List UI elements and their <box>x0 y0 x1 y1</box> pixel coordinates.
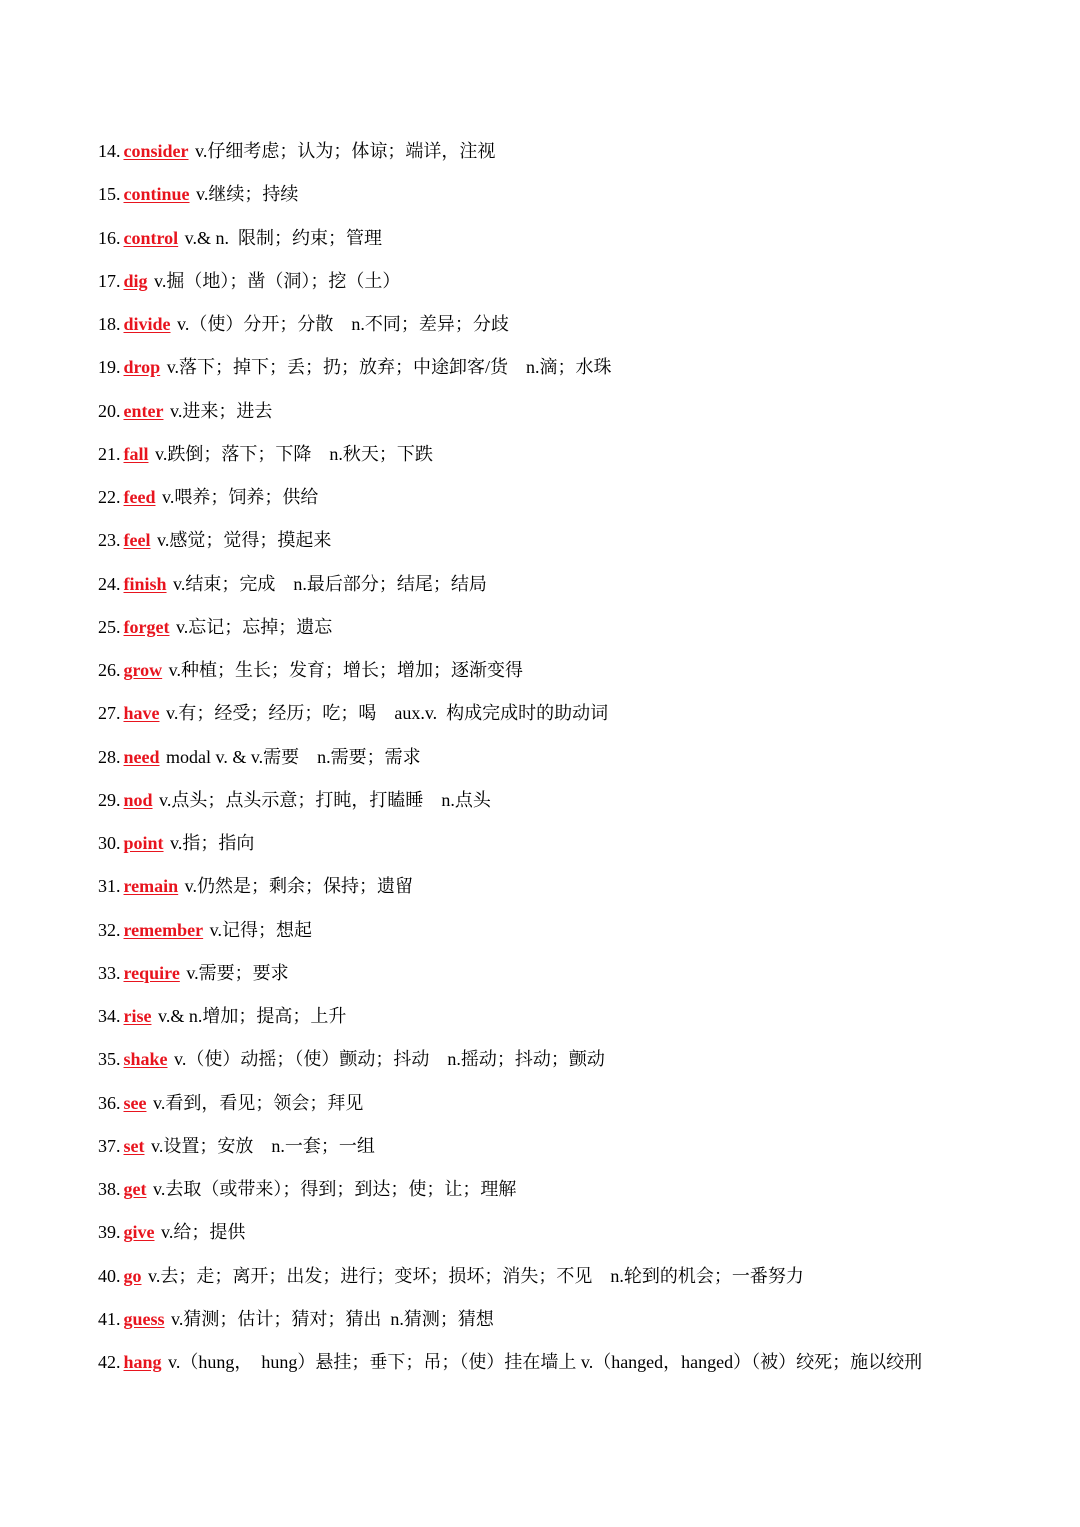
vocab-entry <box>98 829 1058 872</box>
vocab-word: drop <box>123 357 161 378</box>
entry-number: 35. <box>98 1049 121 1070</box>
vocab-word: get <box>123 1179 147 1199</box>
vocab-word: need <box>123 746 160 767</box>
vocab-word: finish <box>123 573 167 594</box>
entry-number: 16. <box>98 227 121 248</box>
vocabulary-list <box>98 137 1058 1391</box>
vocab-entry <box>98 1002 1058 1045</box>
entry-number: 14. <box>98 141 121 161</box>
entry-number: 26. <box>98 660 121 680</box>
vocab-word: remain <box>123 876 179 897</box>
vocab-entry <box>98 1262 1058 1305</box>
vocab-word: nod <box>123 789 153 810</box>
entry-number: 31. <box>98 876 121 897</box>
vocab-entry <box>98 1305 1058 1348</box>
entry-number: 18. <box>98 314 121 334</box>
vocab-entry <box>98 786 1058 829</box>
entry-number: 27. <box>98 703 121 724</box>
vocab-entry <box>98 1175 1058 1218</box>
vocab-entry <box>98 699 1058 742</box>
definition: v.看到，看见；领会；拜见 <box>152 1092 364 1113</box>
vocab-entry <box>98 1045 1058 1088</box>
vocab-word: set <box>123 1135 145 1156</box>
vocab-word: fall <box>123 443 149 464</box>
vocab-entry <box>98 570 1058 613</box>
definition: v.（hung， hung）悬挂；垂下；吊；（使）挂在墙上 v.（hanged，hanged）（被）绞死；施以绞刑 <box>168 1352 923 1372</box>
definition: v.给；提供 <box>161 1222 246 1243</box>
vocab-entry <box>98 267 1058 310</box>
vocab-word: control <box>123 227 179 248</box>
definition: v.猜测；估计；猜对；猜出 n.猜测；猜想 <box>171 1308 494 1329</box>
definition: v.进来；进去 <box>169 400 273 421</box>
vocab-word: give <box>123 1222 155 1243</box>
definition: v.掘（地）；凿（洞）；挖（土） <box>154 270 401 291</box>
vocab-entry <box>98 959 1058 1002</box>
entry-number: 17. <box>98 270 121 291</box>
vocab-entry <box>98 224 1058 267</box>
vocab-word: guess <box>123 1308 165 1329</box>
vocab-word: rise <box>123 1006 152 1026</box>
entry-number: 38. <box>98 1179 121 1199</box>
vocab-word: enter <box>123 400 164 421</box>
vocab-entry <box>98 180 1058 223</box>
definition: v.& n.增加；提高；上升 <box>157 1006 347 1026</box>
definition: modal v. & v.需要 n.需要；需求 <box>166 746 421 767</box>
definition: v.感觉；觉得；摸起来 <box>156 530 332 551</box>
entry-number: 25. <box>98 616 121 637</box>
vocab-word: point <box>123 833 164 853</box>
vocab-word: divide <box>123 314 171 334</box>
vocab-word: remember <box>123 919 204 940</box>
vocab-entry <box>98 613 1058 656</box>
entry-number: 36. <box>98 1092 121 1113</box>
vocab-entry <box>98 353 1058 396</box>
definition: v.结束；完成 n.最后部分；结尾；结局 <box>173 573 487 594</box>
entry-number: 20. <box>98 400 121 421</box>
definition: v.设置；安放 n.一套；一组 <box>151 1135 375 1156</box>
vocab-entry <box>98 137 1058 180</box>
vocab-word: feed <box>123 487 156 507</box>
definition: v.有；经受；经历；吃；喝 aux.v. 构成完成时的助动词 <box>166 703 609 724</box>
entry-number: 24. <box>98 573 121 594</box>
definition: v.仔细考虑；认为；体谅；端详，注视 <box>195 141 496 161</box>
definition: v.& n. 限制；约束；管理 <box>184 227 383 248</box>
vocab-word: grow <box>123 660 163 680</box>
entry-number: 40. <box>98 1265 121 1286</box>
definition: v.去；走；离开；出发；进行；变坏；损坏；消失；不见 n.轮到的机会；一番努力 <box>148 1265 804 1286</box>
entry-number: 15. <box>98 184 121 205</box>
vocab-word: shake <box>123 1049 168 1070</box>
vocab-word: require <box>123 962 180 983</box>
entry-number: 28. <box>98 746 121 767</box>
vocab-entry <box>98 440 1058 483</box>
entry-number: 39. <box>98 1222 121 1243</box>
definition: v.仍然是；剩余；保持；遗留 <box>184 876 414 897</box>
definition: v.忘记；忘掉；遗忘 <box>175 616 333 637</box>
definition: v.需要；要求 <box>186 962 289 983</box>
definition: v.继续；持续 <box>196 184 299 205</box>
definition: v.种植；生长；发育；增长；增加；逐渐变得 <box>168 660 524 680</box>
entry-number: 19. <box>98 357 121 378</box>
entry-number: 33. <box>98 962 121 983</box>
vocab-entry <box>98 1218 1058 1261</box>
entry-number: 22. <box>98 487 121 507</box>
entry-number: 29. <box>98 789 121 810</box>
definition: v.记得；想起 <box>209 919 312 940</box>
vocab-word: consider <box>123 141 189 161</box>
vocab-entry <box>98 310 1058 353</box>
definition: v.指；指向 <box>170 833 255 853</box>
vocab-entry <box>98 483 1058 526</box>
vocab-word: feel <box>123 530 151 551</box>
entry-number: 23. <box>98 530 121 551</box>
vocab-entry <box>98 397 1058 440</box>
entry-number: 41. <box>98 1308 121 1329</box>
vocab-entry <box>98 1348 1058 1391</box>
definition: v.喂养；饲养；供给 <box>161 487 319 507</box>
definition: v.（使）动摇；（使）颤动；抖动 n.摇动；抖动；颤动 <box>174 1049 605 1070</box>
vocab-entry <box>98 1132 1058 1175</box>
vocab-entry <box>98 916 1058 959</box>
vocab-entry <box>98 1089 1058 1132</box>
entry-number: 42. <box>98 1352 121 1372</box>
entry-number: 37. <box>98 1135 121 1156</box>
entry-number: 32. <box>98 919 121 940</box>
entry-number: 21. <box>98 443 121 464</box>
vocab-word: go <box>123 1265 142 1286</box>
entry-number: 30. <box>98 833 121 853</box>
definition: v.点头；点头示意；打盹，打瞌睡 n.点头 <box>159 789 491 810</box>
vocab-word: continue <box>123 184 190 205</box>
vocab-word: dig <box>123 270 148 291</box>
vocab-entry <box>98 526 1058 569</box>
vocab-entry <box>98 743 1058 786</box>
definition: v.（使）分开；分散 n.不同；差异；分歧 <box>177 314 509 334</box>
vocab-entry <box>98 872 1058 915</box>
vocab-word: see <box>123 1092 147 1113</box>
vocab-word: forget <box>123 616 170 637</box>
vocab-word: have <box>123 703 160 724</box>
definition: v.跌倒；落下；下降 n.秋天；下跌 <box>155 443 433 464</box>
definition: v.落下；掉下；丢；扔；放弃；中途卸客/货 n.滴；水珠 <box>166 357 612 378</box>
vocab-word: hang <box>123 1352 162 1372</box>
definition: v.去取（或带来）；得到；到达；使；让；理解 <box>152 1179 517 1199</box>
entry-number: 34. <box>98 1006 121 1026</box>
vocab-entry <box>98 656 1058 699</box>
